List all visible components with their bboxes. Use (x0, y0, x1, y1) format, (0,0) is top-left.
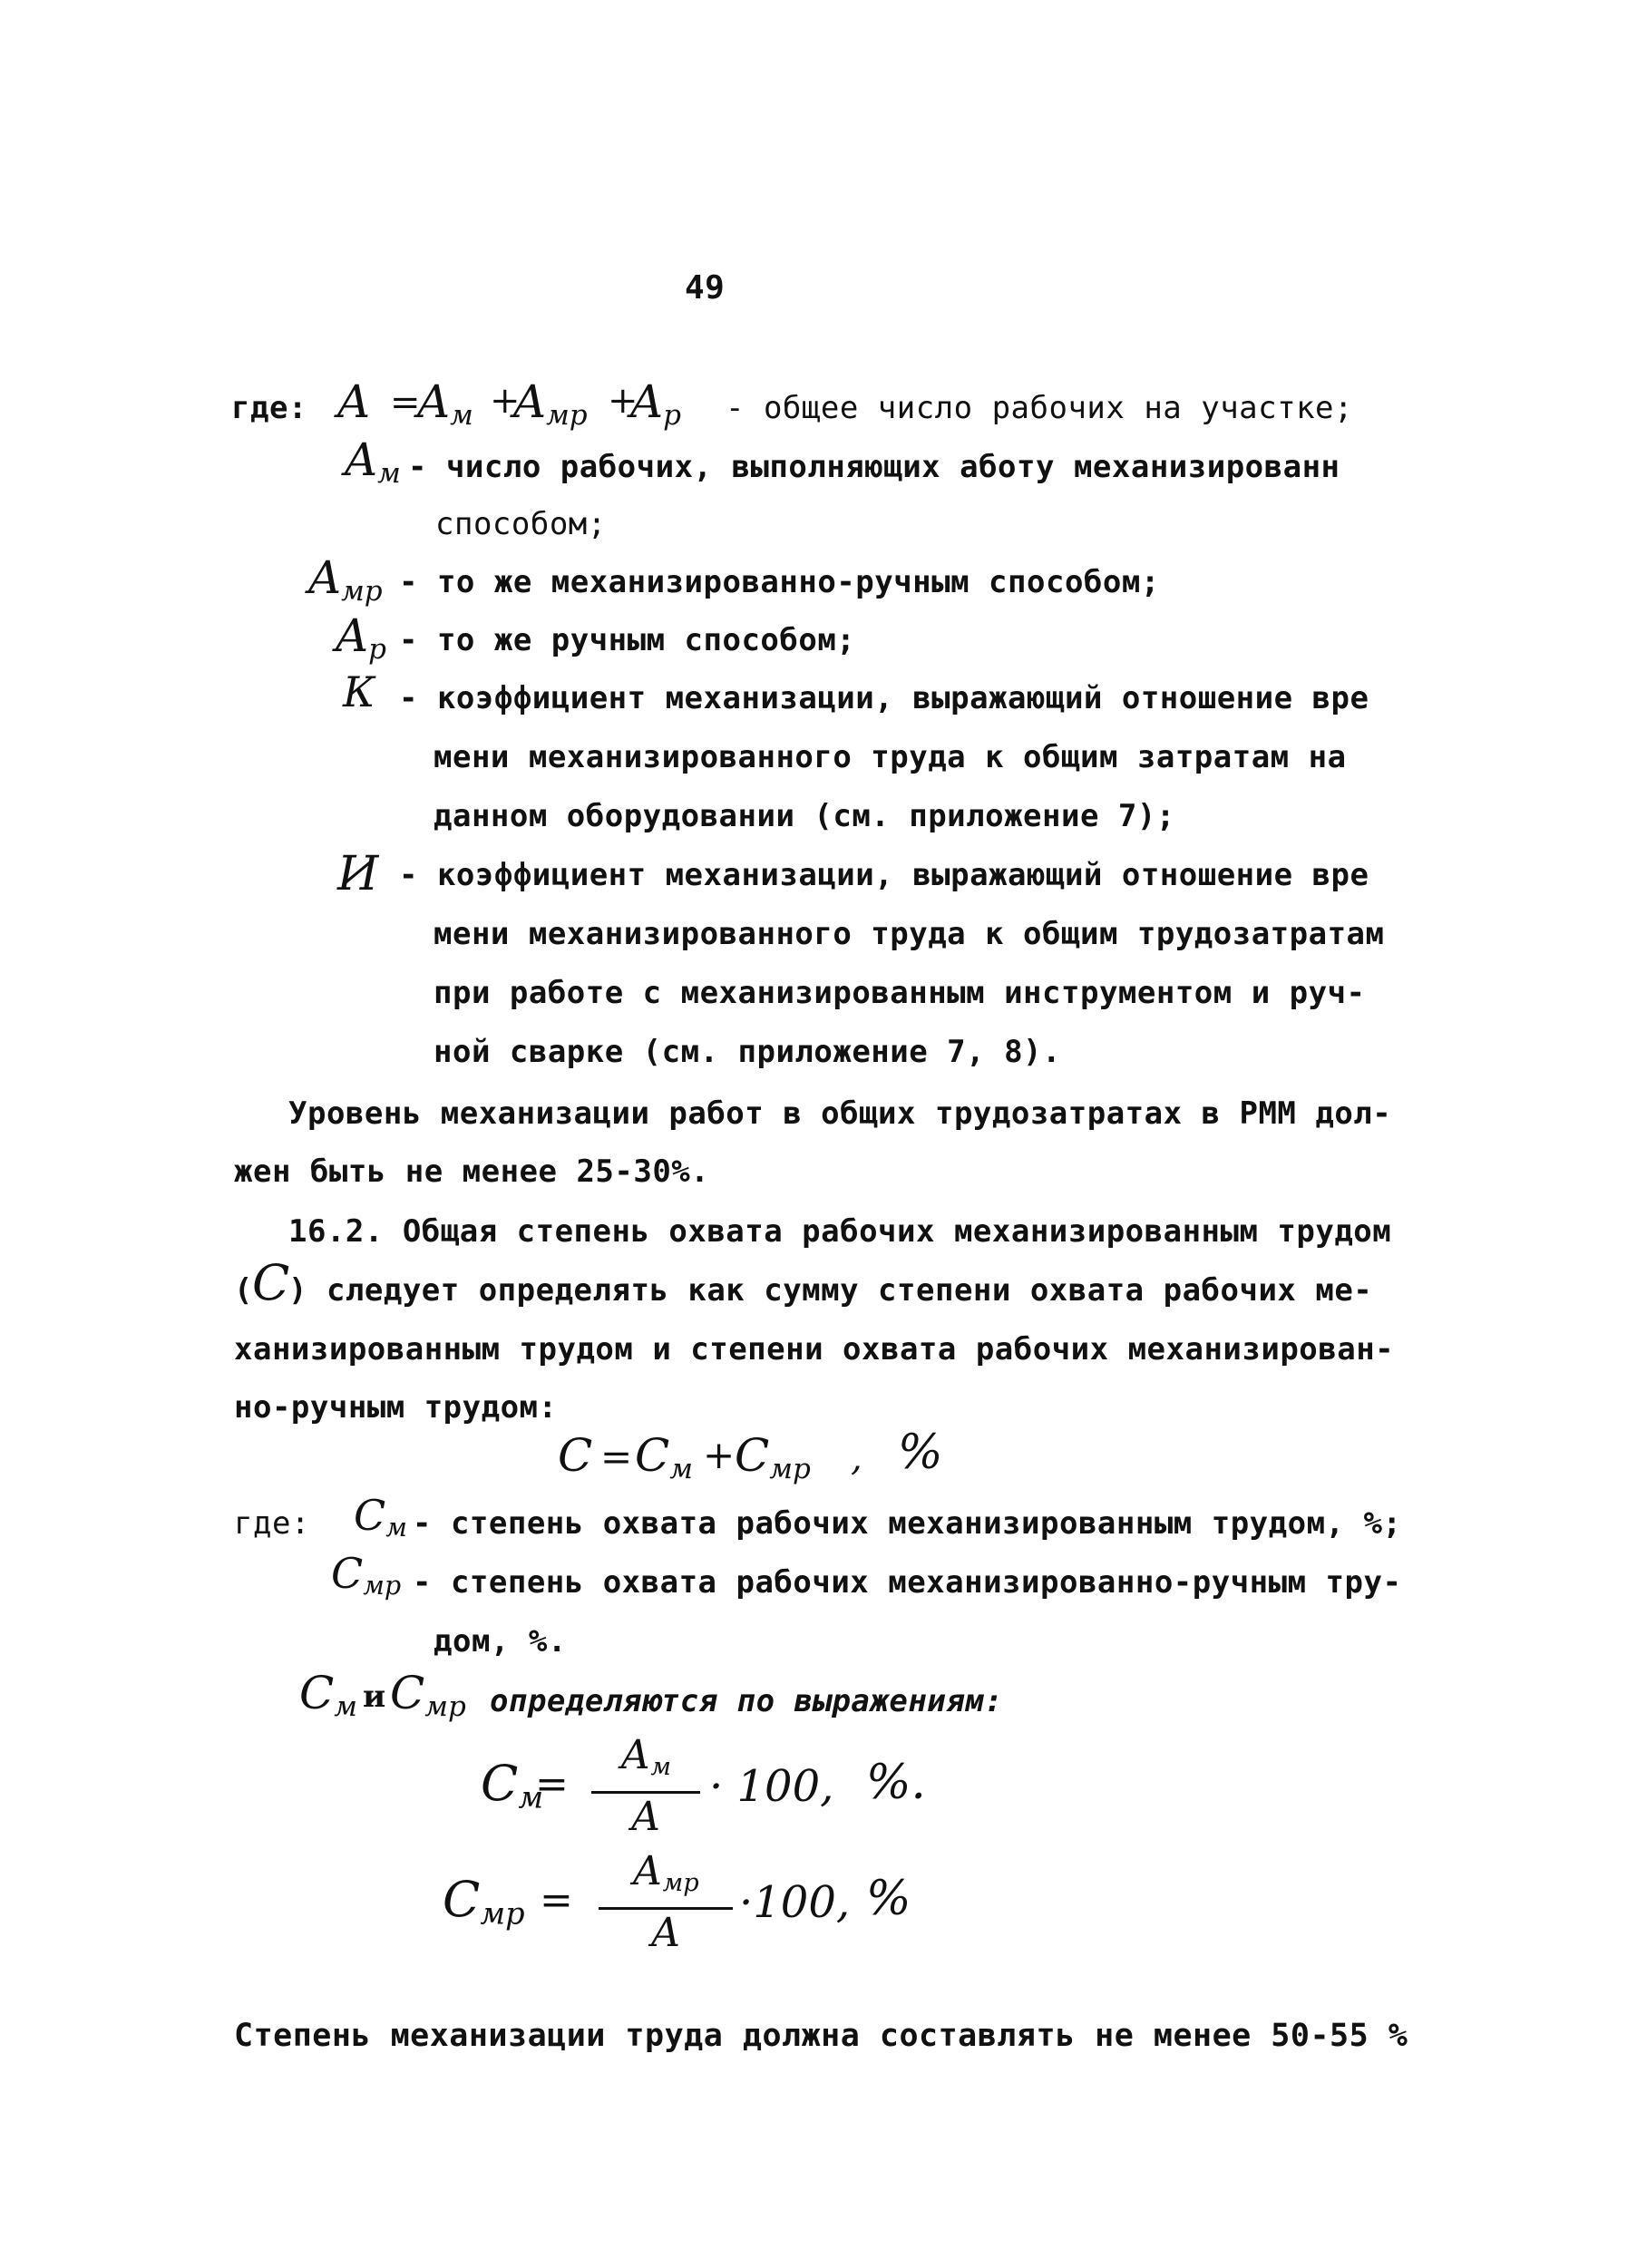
def-i-line2: мени механизированного труда к общим трудозатратам (434, 916, 1385, 952)
def-ap-symbol: $A_р$ (336, 609, 386, 666)
section-line1: 16.2. Общая степень охвата рабочих механизированным трудом (288, 1213, 1392, 1250)
formula-a-ap: $A_р$ (630, 375, 681, 432)
formula-a-eq: = (390, 382, 421, 423)
formula-a-plus2: + (608, 380, 638, 422)
formula-a-symbol: A (337, 375, 371, 428)
final-line: Степень механизации труда должна составлять не менее 50-55 % (234, 2018, 1408, 2054)
def-i-symbol: И (337, 847, 379, 901)
def-k-symbol: К (343, 667, 375, 716)
section-c-symbol: С (252, 1254, 290, 1311)
page-number: 49 (685, 269, 726, 307)
section-line3: ханизированным трудом и степени охвата рабочих механизирован- (234, 1331, 1395, 1368)
document-page: 49 где: A = $A_м$ + $A_{мр}$ + $A_р$ - общее число рабочих на участке; $A_м$ - число рабочих, выполняющих аботу механизированн способом; $A_{мр}$ - то же механизированно-ручным способом; $A_р$ - то же ручным способом; К - коэффициент механизации, выражающий отношение вре мени механизированного труда к общим затратам на данном оборудовании (см. приложение 7); И - коэффициент механизации, выражающий отношение вре мени механизированного труда к общим трудозатратам при работе с механизированным инструментом и руч- ной сварке (см. приложение 7, 8). Уровень механизации работ в общих трудозатратах в РММ дол- жен быть не менее 25-30%. 16.2. Общая степень охвата рабочих механизированным трудом ( С ) следует определять как сумму степени охвата рабочих ме- ханизированным трудом и степени охвата рабочих механизирован- но-ручным трудом: С = $С_м$ + $С_{мр}$ , % где: $С_м$ - степень охвата рабочих механизированным трудом, %; $С_{мр}$ - степень охвата рабочих механизированно-ручным тру- дом, %. $С_м$ и $С_{мр}$ определяются по выражениям: $С_м$ = $А_м$ А · 100, %. $С_{мр}$ = $А_{мр}$ А ·100, % Степень механизации труда должна составлять не менее 50-55 % (231, 269, 1408, 2054)
where2-label: где: (234, 1505, 310, 1542)
def-cmp-line2: дом, %. (434, 1623, 567, 1660)
formula-a-description: - общее число рабочих на участке; (726, 390, 1354, 426)
def-i-line3: при работе с механизированным инструментом и руч- (434, 975, 1366, 1011)
section-line4: но-ручным трудом: (234, 1389, 558, 1426)
def-cm-line1: - степень охвата рабочих механизированным трудом, %; (413, 1505, 1402, 1542)
def-amp-symbol: $A_{мр}$ (308, 551, 383, 608)
def-am-line1: - число рабочих, выполняющих аботу механизированн (408, 449, 1340, 485)
def-i-line4: ной сварке (см. приложение 7, 8). (434, 1034, 1062, 1070)
def-i-line1: - коэффициент механизации, выражающий отношение вре (399, 857, 1369, 893)
formula-a-plus1: + (490, 380, 521, 422)
level-line2: жен быть не менее 25-30%. (234, 1153, 710, 1190)
def-k-line1: - коэффициент механизации, выражающий отношение вре (399, 680, 1369, 716)
def-k-line3: данном оборудовании (см. приложение 7); (434, 798, 1175, 834)
def-am-symbol: $A_м$ (345, 433, 401, 490)
def-cmp-symbol: $С_{мр}$ (331, 1549, 402, 1601)
formula-a-am: $A_м$ (417, 375, 473, 432)
def-ap-line1: - то же ручным способом; (399, 622, 856, 658)
def-cm-symbol: $С_м$ (354, 1491, 407, 1543)
formula-a-amp: $A_{мр}$ (513, 375, 588, 432)
def-cmp-line1: - степень охвата рабочих механизированно-ручным тру- (413, 1564, 1402, 1601)
def-am-line2: способом; (435, 506, 607, 542)
def-amp-line1: - то же механизированно-ручным способом; (399, 564, 1160, 600)
def-k-line2: мени механизированного труда к общим затратам на (434, 739, 1347, 775)
where-label: где: (231, 390, 307, 426)
level-line1: Уровень механизации работ в общих трудозатратах в РММ дол- (288, 1095, 1392, 1132)
